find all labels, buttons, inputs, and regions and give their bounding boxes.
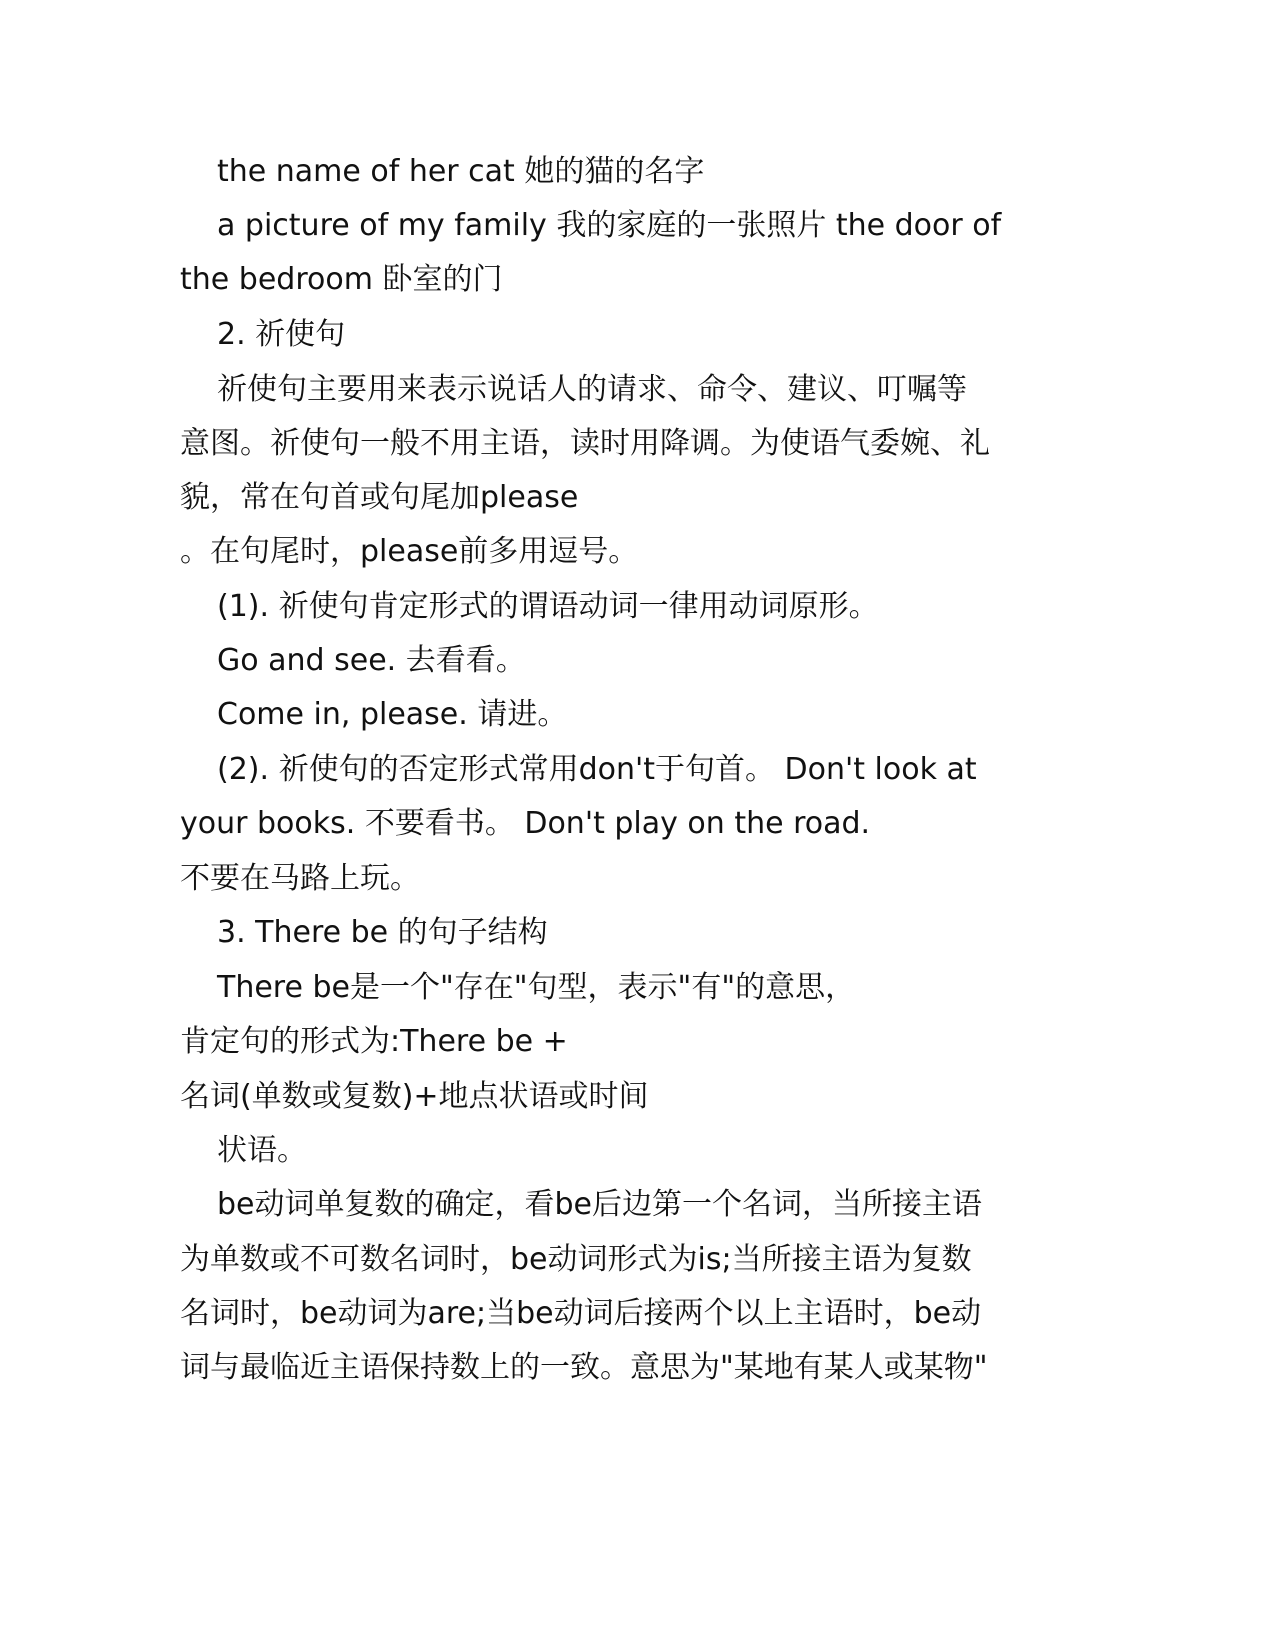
example-line: Come in, please. 请进。 <box>217 697 568 732</box>
text-line: 状语。 <box>217 1133 307 1168</box>
text-line: the bedroom 卧室的门 <box>180 262 503 297</box>
text-line: 意图。祈使句一般不用主语，读时用降调。为使语气委婉、礼 <box>180 426 990 461</box>
text-line: 不要在马路上玩。 <box>180 861 420 896</box>
text-line: There be是一个"存在"句型，表示"有"的意思， <box>217 970 856 1005</box>
text-line: a picture of my family 我的家庭的一张照片 the door of <box>217 208 1002 243</box>
text-line: 貌，常在句首或句尾加please <box>180 480 579 515</box>
text-line: 词与最临近主语保持数上的一致。意思为"某地有某人或某物" <box>180 1350 988 1385</box>
text-line: 为单数或不可数名词时，be动词形式为is;当所接主语为复数 <box>180 1242 972 1277</box>
text-line: (1). 祈使句肯定形式的谓语动词一律用动词原形。 <box>217 589 879 624</box>
text-line: 肯定句的形式为:There be + <box>180 1024 568 1059</box>
text-line: (2). 祈使句的否定形式常用don't于句首。 Don't look at <box>217 752 977 787</box>
section-heading: 2. 祈使句 <box>217 317 346 352</box>
text-line: 名词时，be动词为are;当be动词后接两个以上主语时，be动 <box>180 1296 982 1331</box>
text-line: the name of her cat 她的猫的名字 <box>217 154 705 189</box>
text-line: 名词(单数或复数)+地点状语或时间 <box>180 1079 649 1114</box>
section-heading: 3. There be 的句子结构 <box>217 915 548 950</box>
example-line: Go and see. 去看看。 <box>217 643 526 678</box>
text-line: your books. 不要看书。 Don't play on the road. <box>180 806 871 841</box>
text-line: be动词单复数的确定，看be后边第一个名词，当所接主语 <box>217 1187 982 1222</box>
text-line: 。在句尾时，please前多用逗号。 <box>180 534 639 569</box>
text-line: 祈使句主要用来表示说话人的请求、命令、建议、叮嘱等 <box>217 372 967 407</box>
